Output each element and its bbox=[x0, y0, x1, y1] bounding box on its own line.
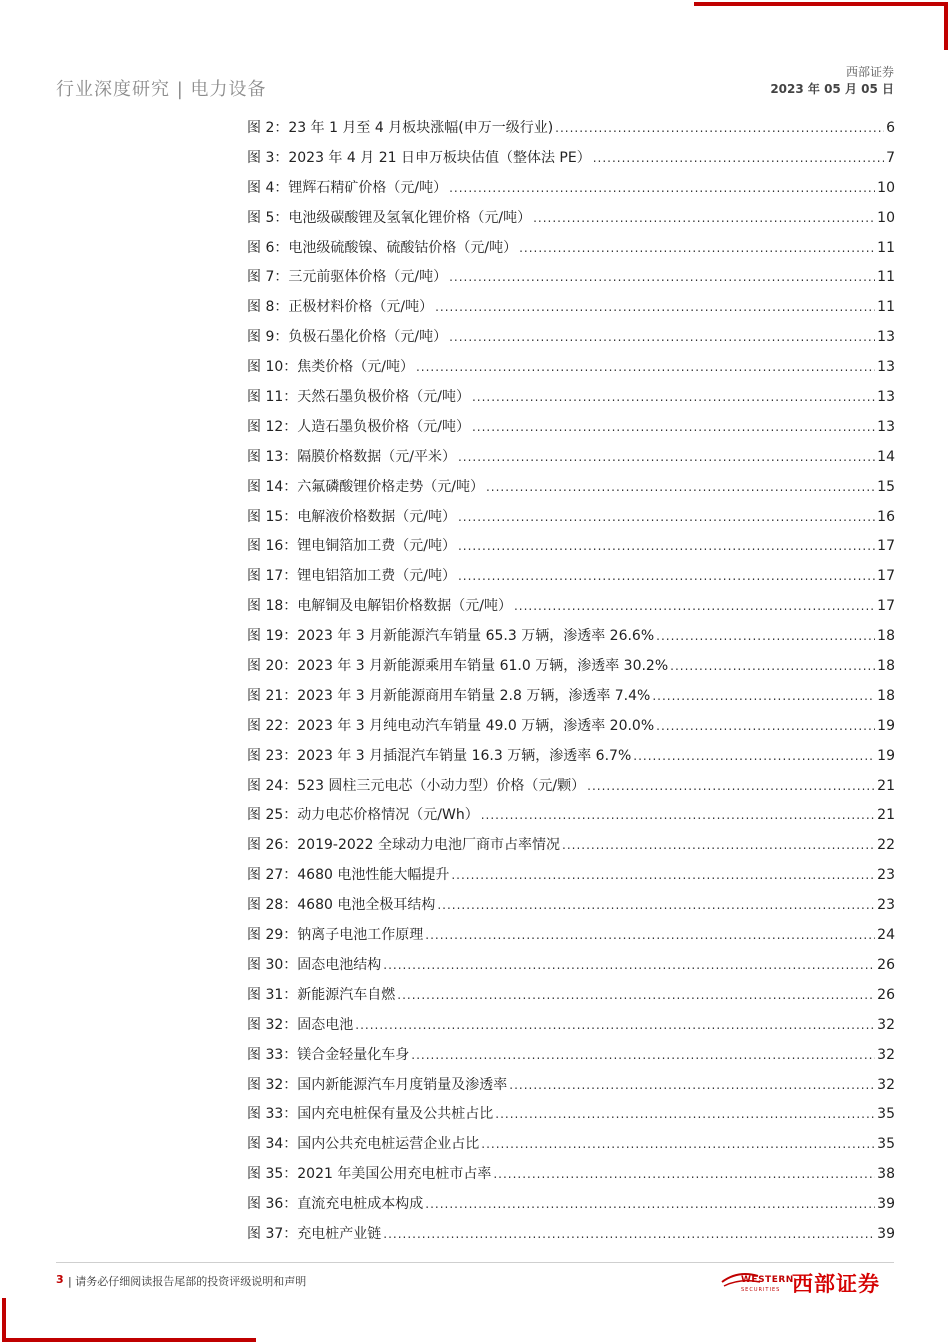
toc-leader-dots bbox=[656, 629, 875, 643]
toc-leader-dots bbox=[493, 1167, 875, 1181]
report-category-title: 行业深度研究 | 电力设备 bbox=[56, 79, 267, 100]
toc-entry-page: 18 bbox=[877, 687, 895, 704]
toc-entry-label: 图 15：电解液价格数据（元/吨） bbox=[247, 508, 456, 525]
logo-text-en: WESTERN bbox=[741, 1275, 794, 1285]
toc-entry-page: 22 bbox=[877, 837, 895, 854]
logo-text-en-sub: SECURITIES bbox=[741, 1287, 781, 1293]
toc-entry-page: 32 bbox=[877, 1046, 895, 1063]
toc-entry-page: 17 bbox=[877, 568, 895, 585]
toc-leader-dots bbox=[411, 1048, 875, 1062]
toc-entry-page: 16 bbox=[877, 508, 895, 525]
toc-leader-dots bbox=[472, 390, 875, 404]
toc-entry[interactable] bbox=[247, 625, 895, 655]
toc-entry[interactable] bbox=[247, 326, 895, 356]
toc-leader-dots bbox=[587, 779, 875, 793]
footer-divider bbox=[56, 1262, 894, 1263]
toc-entry-page: 13 bbox=[877, 329, 895, 346]
toc-entry-page: 19 bbox=[877, 747, 895, 764]
toc-leader-dots bbox=[509, 1078, 875, 1092]
toc-entry-label: 图 11：天然石墨负极价格（元/吨） bbox=[247, 389, 470, 406]
toc-entry-label: 图 36：直流充电桩成本构成 bbox=[247, 1196, 424, 1213]
toc-leader-dots bbox=[562, 838, 875, 852]
toc-entry-label: 图 6：电池级硫酸镍、硫酸钴价格（元/吨） bbox=[247, 239, 518, 256]
toc-entry-label: 图 5：电池级碳酸锂及氢氧化锂价格（元/吨） bbox=[247, 209, 532, 226]
toc-leader-dots bbox=[481, 808, 875, 822]
toc-entry-page: 6 bbox=[886, 120, 895, 136]
toc-leader-dots bbox=[514, 599, 875, 613]
toc-entry-label: 图 2：23 年 1 月至 4 月板块涨幅(申万一级行业) bbox=[247, 120, 554, 136]
toc-entry-page: 10 bbox=[877, 209, 895, 226]
toc-entry[interactable] bbox=[247, 984, 895, 1014]
logo-text-cn: 西部证券 bbox=[792, 1272, 880, 1296]
toc-leader-dots bbox=[486, 480, 875, 494]
toc-leader-dots bbox=[383, 1227, 875, 1241]
toc-leader-dots bbox=[458, 539, 875, 553]
toc-entry-page: 11 bbox=[877, 269, 895, 286]
report-date: 2023 年 05 月 05 日 bbox=[770, 82, 894, 96]
toc-entry[interactable] bbox=[247, 147, 895, 177]
toc-entry-page: 14 bbox=[877, 448, 895, 465]
toc-entry-label: 图 26：2019-2022 全球动力电池厂商市占率情况 bbox=[247, 837, 561, 854]
toc-leader-dots bbox=[533, 211, 875, 225]
toc-leader-dots bbox=[425, 928, 875, 942]
toc-entry-page: 18 bbox=[877, 658, 895, 675]
toc-leader-dots bbox=[458, 510, 875, 524]
toc-entry[interactable] bbox=[247, 476, 895, 506]
toc-entry-page: 39 bbox=[877, 1196, 895, 1213]
page-number: 3 bbox=[56, 1273, 64, 1286]
toc-entry-label: 图 12：人造石墨负极价格（元/吨） bbox=[247, 418, 470, 435]
toc-entry[interactable] bbox=[247, 745, 895, 775]
toc-leader-dots bbox=[435, 300, 875, 314]
toc-entry-page: 13 bbox=[877, 418, 895, 435]
toc-entry-label: 图 23：2023 年 3 月插混汽车销量 16.3 万辆，渗透率 6.7% bbox=[247, 747, 632, 764]
toc-entry-page: 13 bbox=[877, 389, 895, 406]
toc-leader-dots bbox=[449, 181, 875, 195]
toc-entry-label: 图 28：4680 电池全极耳结构 bbox=[247, 897, 436, 914]
toc-entry-label: 图 3：2023 年 4 月 21 日申万板块估值（整体法 PE） bbox=[247, 149, 591, 166]
toc-leader-dots bbox=[670, 659, 875, 673]
company-name: 西部证券 bbox=[845, 65, 894, 79]
toc-entry[interactable] bbox=[247, 565, 895, 595]
toc-entry-page: 23 bbox=[877, 867, 895, 884]
toc-entry-label: 图 9：负极石墨化价格（元/吨） bbox=[247, 329, 448, 346]
toc-entry[interactable] bbox=[247, 1133, 895, 1163]
toc-leader-dots bbox=[472, 420, 875, 434]
toc-entry-page: 38 bbox=[877, 1166, 895, 1183]
toc-entry-page: 21 bbox=[877, 807, 895, 824]
toc-entry-label: 图 24：523 圆柱三元电芯（小动力型）价格（元/颗） bbox=[247, 777, 586, 794]
toc-leader-dots bbox=[495, 1107, 875, 1121]
toc-entry-page: 19 bbox=[877, 717, 895, 734]
toc-entry[interactable] bbox=[247, 595, 895, 625]
toc-entry-page: 35 bbox=[877, 1136, 895, 1153]
toc-entry-label: 图 17：锂电铝箔加工费（元/吨） bbox=[247, 568, 456, 585]
corner-decoration-top-horizontal bbox=[694, 2, 948, 6]
toc-leader-dots bbox=[519, 241, 875, 255]
toc-entry[interactable] bbox=[247, 446, 895, 476]
toc-entry[interactable] bbox=[247, 207, 895, 237]
toc-leader-dots bbox=[449, 270, 875, 284]
toc-leader-dots bbox=[633, 749, 875, 763]
toc-leader-dots bbox=[555, 121, 884, 135]
toc-entry[interactable] bbox=[247, 685, 895, 715]
toc-entry[interactable] bbox=[247, 894, 895, 924]
toc-entry-label: 图 18：电解铜及电解铝价格数据（元/吨） bbox=[247, 598, 512, 615]
toc-entry[interactable] bbox=[247, 775, 895, 805]
toc-entry-page: 18 bbox=[877, 628, 895, 645]
toc-entry-page: 39 bbox=[877, 1225, 895, 1242]
toc-entry-page: 17 bbox=[877, 598, 895, 615]
toc-entry-page: 23 bbox=[877, 897, 895, 914]
toc-entry-page: 17 bbox=[877, 538, 895, 555]
toc-entry-label: 图 22：2023 年 3 月纯电动汽车销量 49.0 万辆，渗透率 20.0% bbox=[247, 717, 655, 734]
toc-entry[interactable] bbox=[247, 655, 895, 685]
toc-entry-page: 15 bbox=[877, 478, 895, 495]
toc-entry[interactable] bbox=[247, 356, 895, 386]
toc-entry-label: 图 19：2023 年 3 月新能源汽车销量 65.3 万辆，渗透率 26.6% bbox=[247, 628, 655, 645]
toc-entry[interactable] bbox=[247, 1223, 895, 1253]
toc-entry-label: 图 20：2023 年 3 月新能源乘用车销量 61.0 万辆，渗透率 30.2% bbox=[247, 658, 669, 675]
toc-leader-dots bbox=[416, 360, 875, 374]
toc-entry-label: 图 34：国内公共充电桩运营企业占比 bbox=[247, 1136, 480, 1153]
toc-entry-label: 图 4：锂辉石精矿价格（元/吨） bbox=[247, 179, 448, 196]
toc-entry-label: 图 13：隔膜价格数据（元/平米） bbox=[247, 448, 456, 465]
toc-leader-dots bbox=[481, 1137, 875, 1151]
toc-entry[interactable] bbox=[247, 1193, 895, 1223]
toc-leader-dots bbox=[425, 1197, 875, 1211]
toc-entry[interactable] bbox=[247, 237, 895, 267]
toc-leader-dots bbox=[437, 898, 875, 912]
toc-entry[interactable] bbox=[247, 296, 895, 326]
toc-entry-page: 32 bbox=[877, 1076, 895, 1093]
toc-entry[interactable] bbox=[247, 506, 895, 536]
toc-leader-dots bbox=[458, 450, 875, 464]
toc-entry-label: 图 8：正极材料价格（元/吨） bbox=[247, 299, 434, 316]
toc-leader-dots bbox=[449, 330, 875, 344]
toc-entry-label: 图 25：动力电芯价格情况（元/Wh） bbox=[247, 807, 479, 824]
toc-entry-page: 11 bbox=[877, 239, 895, 256]
toc-leader-dots bbox=[355, 1018, 875, 1032]
toc-entry-page: 32 bbox=[877, 1016, 895, 1033]
toc-entry-page: 11 bbox=[877, 299, 895, 316]
toc-entry[interactable] bbox=[247, 924, 895, 954]
toc-entry-page: 35 bbox=[877, 1106, 895, 1123]
toc-entry-page: 21 bbox=[877, 777, 895, 794]
toc-leader-dots bbox=[652, 689, 875, 703]
toc-entry[interactable] bbox=[247, 1163, 895, 1193]
toc-entry-label: 图 31：新能源汽车自燃 bbox=[247, 986, 396, 1003]
toc-entry[interactable] bbox=[247, 1074, 895, 1104]
toc-leader-dots bbox=[397, 988, 875, 1002]
toc-entry[interactable] bbox=[247, 954, 895, 984]
toc-leader-dots bbox=[593, 151, 884, 165]
toc-entry[interactable] bbox=[247, 1014, 895, 1044]
toc-entry-label: 图 21：2023 年 3 月新能源商用车销量 2.8 万辆，渗透率 7.4% bbox=[247, 687, 651, 704]
toc-entry[interactable] bbox=[247, 177, 895, 207]
toc-entry[interactable] bbox=[247, 535, 895, 565]
toc-entry-page: 13 bbox=[877, 359, 895, 376]
toc-entry-label: 图 27：4680 电池性能大幅提升 bbox=[247, 867, 450, 884]
toc-entry-label: 图 7：三元前驱体价格（元/吨） bbox=[247, 269, 448, 286]
toc-entry[interactable] bbox=[247, 804, 895, 834]
toc-leader-dots bbox=[458, 569, 875, 583]
toc-entry[interactable] bbox=[247, 864, 895, 894]
toc-entry[interactable] bbox=[247, 416, 895, 446]
toc-entry[interactable] bbox=[247, 1103, 895, 1133]
figure-index bbox=[247, 117, 895, 1253]
toc-entry[interactable] bbox=[247, 834, 895, 864]
toc-entry-page: 26 bbox=[877, 956, 895, 973]
toc-entry[interactable] bbox=[247, 1044, 895, 1074]
toc-entry-page: 24 bbox=[877, 927, 895, 944]
header-meta bbox=[770, 64, 894, 98]
toc-entry[interactable] bbox=[247, 715, 895, 745]
toc-entry-label: 图 14：六氟磷酸锂价格走势（元/吨） bbox=[247, 478, 484, 495]
corner-decoration-top-vertical bbox=[944, 2, 948, 50]
toc-entry-page: 7 bbox=[886, 149, 895, 166]
toc-entry-label: 图 33：镁合金轻量化车身 bbox=[247, 1046, 410, 1063]
toc-entry[interactable] bbox=[247, 266, 895, 296]
toc-entry[interactable] bbox=[247, 117, 895, 147]
toc-entry-label: 图 30：固态电池结构 bbox=[247, 956, 382, 973]
toc-entry-label: 图 32：国内新能源汽车月度销量及渗透率 bbox=[247, 1076, 508, 1093]
toc-entry-label: 图 32：固态电池 bbox=[247, 1016, 354, 1033]
toc-entry-page: 10 bbox=[877, 179, 895, 196]
toc-entry-label: 图 33：国内充电桩保有量及公共桩占比 bbox=[247, 1106, 494, 1123]
toc-leader-dots bbox=[656, 719, 875, 733]
toc-entry-label: 图 29：钠离子电池工作原理 bbox=[247, 927, 424, 944]
footer-disclaimer: | 请务必仔细阅读报告尾部的投资评级说明和声明 bbox=[68, 1275, 307, 1288]
toc-entry[interactable] bbox=[247, 386, 895, 416]
toc-entry-label: 图 10：焦类价格（元/吨） bbox=[247, 359, 414, 376]
toc-entry-label: 图 35：2021 年美国公用充电桩市占率 bbox=[247, 1166, 492, 1183]
toc-leader-dots bbox=[383, 958, 875, 972]
corner-decoration-bottom-horizontal bbox=[2, 1338, 256, 1342]
toc-entry-label: 图 16：锂电铜箔加工费（元/吨） bbox=[247, 538, 456, 555]
toc-entry-page: 26 bbox=[877, 986, 895, 1003]
corner-decoration-bottom-vertical bbox=[2, 1298, 6, 1342]
toc-entry-label: 图 37：充电桩产业链 bbox=[247, 1225, 382, 1242]
toc-leader-dots bbox=[451, 868, 875, 882]
